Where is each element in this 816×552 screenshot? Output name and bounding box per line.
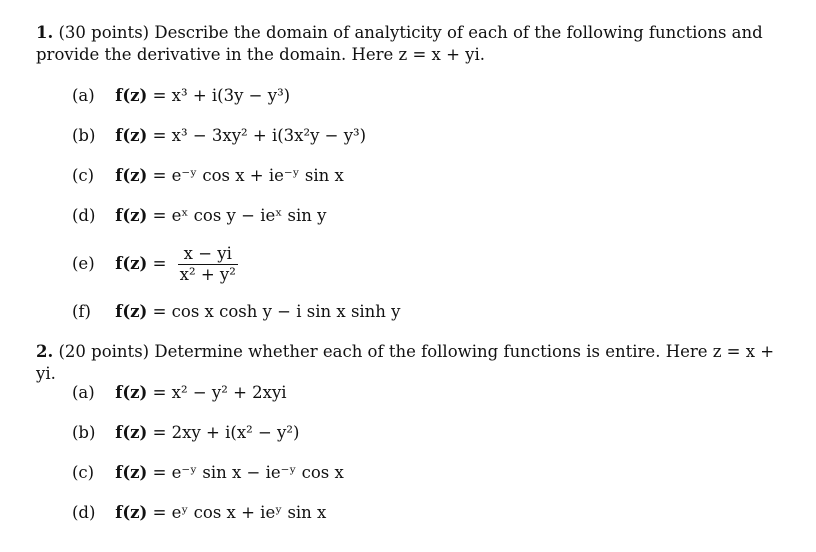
function-expression: = eʸ cos x + ieʸ sin x — [152, 503, 327, 522]
question-number: 2. — [36, 342, 54, 361]
function-name: f(z) — [115, 86, 148, 105]
question-2 — [36, 341, 796, 385]
item-label: (c) — [72, 463, 95, 482]
function-name: f(z) — [115, 206, 148, 225]
q2-item-a — [72, 381, 287, 405]
item-label: (a) — [72, 86, 95, 105]
function-expression: = 2xy + i(x² − y²) — [152, 423, 300, 442]
function-expression: = x² − y² + 2xyi — [152, 383, 287, 402]
q1-item-f — [72, 300, 401, 324]
fraction-numerator: x − yi — [178, 244, 238, 265]
item-label: (b) — [72, 126, 96, 145]
question-number: 1. — [36, 23, 54, 42]
function-name: f(z) — [115, 254, 148, 273]
q2-item-b — [72, 421, 299, 445]
item-label: (d) — [72, 206, 96, 225]
question-1 — [36, 22, 796, 66]
q1-item-a — [72, 84, 290, 108]
q2-item-d — [72, 501, 326, 525]
item-label: (d) — [72, 503, 96, 522]
q1-item-e — [72, 243, 238, 285]
function-name: f(z) — [115, 463, 148, 482]
function-name: f(z) — [115, 383, 148, 402]
function-expression: = e⁻ʸ cos x + ie⁻ʸ sin x — [152, 166, 344, 185]
question-text: (20 points) Determine whether each of the following functions is entire. Here z = x + yi. — [36, 342, 775, 383]
function-name: f(z) — [115, 166, 148, 185]
q2-item-c — [72, 461, 344, 485]
function-expression: = x³ − 3xy² + i(3x²y − y³) — [152, 126, 367, 145]
q1-item-d — [72, 204, 326, 228]
function-expression: = eˣ cos y − ieˣ sin y — [152, 206, 327, 225]
function-name: f(z) — [115, 503, 148, 522]
item-label: (c) — [72, 166, 95, 185]
fraction-denominator: x² + y² — [179, 265, 236, 284]
equals-sign: = — [152, 254, 167, 273]
q1-item-c — [72, 164, 344, 188]
function-expression: = e⁻ʸ sin x − ie⁻ʸ cos x — [152, 463, 344, 482]
fraction — [178, 244, 238, 285]
q1-item-b — [72, 124, 366, 148]
item-label: (f) — [72, 302, 91, 321]
function-name: f(z) — [115, 302, 148, 321]
item-label: (a) — [72, 383, 95, 402]
function-expression: = x³ + i(3y − y³) — [152, 86, 291, 105]
question-text: (30 points) Describe the domain of analyticity of each of the following functions and provide the derivative in the domain. Here z = x + yi. — [36, 23, 763, 64]
function-name: f(z) — [115, 423, 148, 442]
item-label: (e) — [72, 254, 95, 273]
function-expression: = cos x cosh y − i sin x sinh y — [152, 302, 401, 321]
function-name: f(z) — [115, 126, 148, 145]
item-label: (b) — [72, 423, 96, 442]
